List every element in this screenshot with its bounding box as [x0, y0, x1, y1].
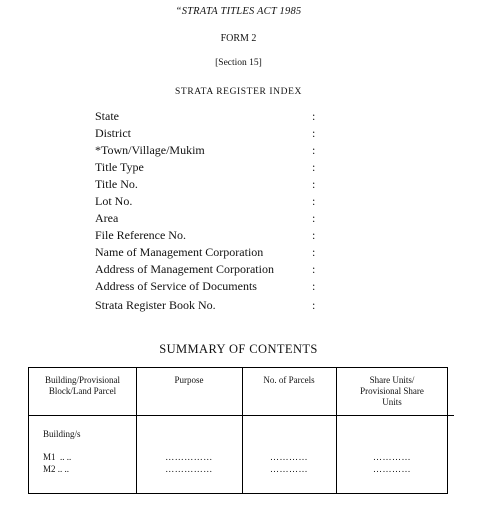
act-title: “STRATA TITLES ACT 1985 — [175, 6, 302, 17]
field-label: Title No. — [95, 177, 138, 191]
header-divider — [29, 415, 454, 416]
field-district — [95, 125, 335, 142]
header-purpose: Purpose — [174, 375, 204, 385]
field-service-address — [95, 278, 335, 295]
field-town-village-mukim — [95, 142, 335, 159]
field-label: Name of Management Corporation — [95, 245, 264, 259]
field-label: Address of Management Corporation — [95, 262, 274, 276]
row-purpose: …………… — [165, 464, 213, 474]
field-label: District — [95, 126, 131, 140]
field-colon: : — [312, 245, 316, 259]
field-file-reference-no — [95, 227, 335, 244]
row-label: M1 .. .. — [43, 452, 72, 462]
row-parcels: ………… — [270, 464, 308, 474]
header-share-units: Share Units/ Provisional Share Units — [360, 375, 424, 407]
row-units: ………… — [373, 464, 411, 474]
field-management-corporation-name — [95, 244, 335, 261]
row-units: ………… — [373, 452, 411, 462]
field-label: Lot No. — [95, 194, 133, 208]
field-colon: : — [312, 279, 316, 293]
field-management-corporation-address — [95, 261, 335, 278]
field-strata-register-book-no — [95, 297, 335, 314]
field-lot-no — [95, 193, 335, 210]
field-title-no — [95, 176, 335, 193]
field-label: *Town/Village/Mukim — [95, 143, 205, 157]
body-label: Building/s — [43, 429, 81, 439]
field-colon: : — [312, 298, 316, 312]
field-area — [95, 210, 335, 227]
field-colon: : — [312, 211, 316, 225]
field-title-type — [95, 159, 335, 176]
field-label: State — [95, 109, 119, 123]
summary-title: SUMMARY OF CONTENTS — [159, 342, 318, 356]
row-parcels: ………… — [270, 452, 308, 462]
field-colon: : — [312, 109, 316, 123]
field-colon: : — [312, 177, 316, 191]
summary-table — [28, 367, 448, 494]
field-colon: : — [312, 194, 316, 208]
row-purpose: …………… — [165, 452, 213, 462]
field-state — [95, 108, 335, 125]
register-fields — [95, 108, 335, 314]
field-colon: : — [312, 160, 316, 174]
index-title: STRATA REGISTER INDEX — [175, 87, 302, 97]
row-label: M2 .. .. — [43, 464, 70, 474]
field-colon: : — [312, 126, 316, 140]
field-label: Address of Service of Documents — [95, 279, 257, 293]
header-building: Building/Provisional Block/Land Parcel — [44, 375, 120, 396]
field-label: File Reference No. — [95, 228, 186, 242]
field-colon: : — [312, 143, 316, 157]
form-number: FORM 2 — [220, 33, 257, 44]
field-label: Area — [95, 211, 119, 225]
field-label: Title Type — [95, 160, 144, 174]
field-colon: : — [312, 262, 316, 276]
section-reference: [Section 15] — [215, 58, 262, 68]
field-colon: : — [312, 228, 316, 242]
field-label: Strata Register Book No. — [95, 298, 216, 312]
header-parcels: No. of Parcels — [263, 375, 315, 385]
